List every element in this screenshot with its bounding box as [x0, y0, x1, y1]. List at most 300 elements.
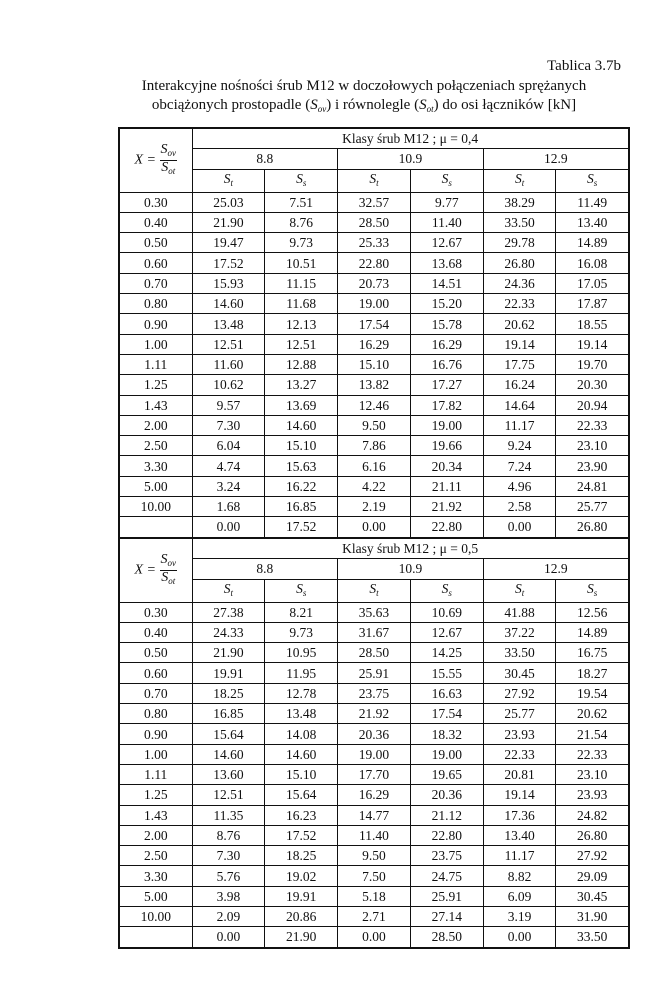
resistance-cell: 7.24: [483, 456, 556, 476]
resistance-cell: 6.04: [192, 436, 265, 456]
resistance-cell: 6.09: [483, 886, 556, 906]
resistance-cell: 12.88: [265, 354, 338, 374]
resistance-cell: 12.13: [265, 314, 338, 334]
resistance-cell: 18.25: [265, 846, 338, 866]
table-row: [119, 192, 629, 212]
table-row: [119, 354, 629, 374]
col-header-ss: $S_s$: [410, 169, 483, 192]
resistance-cell: 18.32: [410, 724, 483, 744]
resistance-cell: 6.16: [338, 456, 411, 476]
resistance-cell: 17.70: [338, 764, 411, 784]
bolt-class-8-8: 8.8: [192, 559, 338, 579]
resistance-cell: 12.51: [192, 334, 265, 354]
table-row: [119, 212, 629, 232]
resistance-cell: 14.60: [265, 415, 338, 435]
resistance-cell: 14.60: [192, 294, 265, 314]
resistance-cell: 17.52: [265, 825, 338, 845]
resistance-cell: 13.40: [556, 212, 629, 232]
resistance-cell: 18.25: [192, 683, 265, 703]
bolt-class-10-9: 10.9: [338, 559, 484, 579]
col-header-ss: $S_s$: [265, 169, 338, 192]
resistance-cell: 16.22: [265, 476, 338, 496]
resistance-cell: 22.80: [338, 253, 411, 273]
resistance-cell: 30.45: [556, 886, 629, 906]
x-value-cell: 10.00: [119, 497, 192, 517]
resistance-cell: 17.27: [410, 375, 483, 395]
resistance-cell: 2.71: [338, 907, 411, 927]
resistance-table-mu-05: [118, 537, 630, 949]
resistance-cell: 0.00: [338, 927, 411, 948]
resistance-cell: 4.22: [338, 476, 411, 496]
resistance-cell: 17.54: [338, 314, 411, 334]
resistance-cell: 12.51: [192, 785, 265, 805]
x-value-cell: 0.50: [119, 233, 192, 253]
x-value-cell: [119, 517, 192, 538]
resistance-cell: 8.21: [265, 602, 338, 622]
table-row: [119, 622, 629, 642]
resistance-cell: 21.11: [410, 476, 483, 496]
resistance-cell: 21.92: [338, 704, 411, 724]
x-value-cell: 2.50: [119, 846, 192, 866]
resistance-cell: 25.77: [483, 704, 556, 724]
resistance-cell: 20.36: [410, 785, 483, 805]
x-value-cell: 1.11: [119, 354, 192, 374]
resistance-cell: 22.33: [483, 294, 556, 314]
resistance-cell: 22.33: [556, 744, 629, 764]
resistance-cell: 11.17: [483, 415, 556, 435]
resistance-cell: 14.89: [556, 233, 629, 253]
resistance-cell: 24.82: [556, 805, 629, 825]
resistance-cell: 11.60: [192, 354, 265, 374]
resistance-cell: 19.00: [410, 744, 483, 764]
x-fraction-denominator: $S_{ot}$: [161, 159, 176, 176]
resistance-cell: 23.75: [338, 683, 411, 703]
resistance-cell: 8.76: [265, 212, 338, 232]
resistance-cell: 13.48: [265, 704, 338, 724]
resistance-cell: 12.46: [338, 395, 411, 415]
bolt-class-12-9: 12.9: [483, 149, 629, 169]
resistance-cell: 31.67: [338, 622, 411, 642]
resistance-cell: 23.93: [483, 724, 556, 744]
resistance-cell: 21.90: [192, 212, 265, 232]
x-value-cell: 0.90: [119, 724, 192, 744]
resistance-cell: 10.62: [192, 375, 265, 395]
resistance-cell: 11.17: [483, 846, 556, 866]
table-row: [119, 927, 629, 948]
symbol-s-ov: S: [310, 97, 318, 113]
resistance-cell: 7.86: [338, 436, 411, 456]
resistance-cell: 3.98: [192, 886, 265, 906]
x-fraction: [160, 553, 178, 588]
resistance-cell: 27.92: [483, 683, 556, 703]
table-row: [119, 375, 629, 395]
resistance-cell: 20.62: [483, 314, 556, 334]
force-type-row: [119, 169, 629, 192]
x-fraction-numerator: $S_{ov}$: [160, 553, 178, 571]
resistance-cell: 13.40: [483, 825, 556, 845]
col-header-st: $S_t$: [483, 169, 556, 192]
resistance-table-mu-04: [118, 127, 630, 539]
resistance-cell: 19.02: [265, 866, 338, 886]
resistance-cell: 11.40: [410, 212, 483, 232]
resistance-cell: 31.90: [556, 907, 629, 927]
resistance-cell: 0.00: [192, 927, 265, 948]
resistance-cell: 19.14: [483, 334, 556, 354]
x-value-cell: 0.40: [119, 212, 192, 232]
resistance-cell: 15.64: [265, 785, 338, 805]
bolt-class-12-9: 12.9: [483, 559, 629, 579]
resistance-cell: 19.91: [265, 886, 338, 906]
table-row: [119, 314, 629, 334]
table-row: [119, 724, 629, 744]
resistance-cell: 20.81: [483, 764, 556, 784]
resistance-cell: 30.45: [483, 663, 556, 683]
resistance-cell: 9.77: [410, 192, 483, 212]
x-ratio-header: [119, 128, 192, 192]
resistance-cell: 25.91: [410, 886, 483, 906]
resistance-cell: 15.55: [410, 663, 483, 683]
resistance-cell: 0.00: [483, 927, 556, 948]
resistance-cell: 15.93: [192, 273, 265, 293]
table-row: [119, 866, 629, 886]
resistance-cell: 20.86: [265, 907, 338, 927]
resistance-cell: 25.77: [556, 497, 629, 517]
x-value-cell: 1.43: [119, 805, 192, 825]
resistance-cell: 11.15: [265, 273, 338, 293]
resistance-cell: 32.57: [338, 192, 411, 212]
resistance-cell: 14.77: [338, 805, 411, 825]
resistance-cell: 9.50: [338, 846, 411, 866]
resistance-cell: 27.92: [556, 846, 629, 866]
table-caption: [104, 77, 624, 119]
col-header-st: $S_t$: [192, 169, 265, 192]
x-symbol: X =: [134, 152, 156, 168]
resistance-cell: 12.56: [556, 602, 629, 622]
bolt-class-row: [119, 149, 629, 169]
table-row: [119, 805, 629, 825]
resistance-cell: 21.12: [410, 805, 483, 825]
x-fraction: [160, 143, 178, 178]
resistance-cell: 37.22: [483, 622, 556, 642]
resistance-cell: 23.75: [410, 846, 483, 866]
x-value-cell: 0.40: [119, 622, 192, 642]
resistance-cell: 4.74: [192, 456, 265, 476]
table-row: [119, 273, 629, 293]
resistance-cell: 19.14: [483, 785, 556, 805]
resistance-cell: 25.33: [338, 233, 411, 253]
resistance-cell: 12.67: [410, 233, 483, 253]
resistance-cell: 29.78: [483, 233, 556, 253]
col-header-st: $S_t$: [338, 169, 411, 192]
x-value-cell: 1.25: [119, 375, 192, 395]
resistance-cell: 9.73: [265, 233, 338, 253]
x-symbol: X =: [134, 562, 156, 578]
resistance-cell: 3.24: [192, 476, 265, 496]
resistance-cell: 15.10: [338, 354, 411, 374]
x-value-cell: [119, 927, 192, 948]
table-header-title-row: [119, 128, 629, 149]
resistance-cell: 18.55: [556, 314, 629, 334]
resistance-cell: 0.00: [192, 517, 265, 538]
resistance-cell: 10.69: [410, 602, 483, 622]
resistance-cell: 20.62: [556, 704, 629, 724]
resistance-cell: 15.10: [265, 436, 338, 456]
resistance-cell: 41.88: [483, 602, 556, 622]
table-row: [119, 436, 629, 456]
caption-text-a: obciążonych prostopadle (: [151, 97, 311, 113]
resistance-cell: 27.38: [192, 602, 265, 622]
table-row: [119, 233, 629, 253]
col-header-st: $S_t$: [192, 579, 265, 602]
resistance-cell: 33.50: [483, 212, 556, 232]
resistance-cell: 22.33: [556, 415, 629, 435]
resistance-cell: 15.64: [192, 724, 265, 744]
resistance-cell: 1.68: [192, 497, 265, 517]
table-row: [119, 825, 629, 845]
resistance-cell: 22.80: [410, 825, 483, 845]
resistance-cell: 17.52: [265, 517, 338, 538]
resistance-cell: 14.89: [556, 622, 629, 642]
resistance-cell: 5.18: [338, 886, 411, 906]
resistance-cell: 13.82: [338, 375, 411, 395]
resistance-cell: 24.36: [483, 273, 556, 293]
resistance-cell: 14.64: [483, 395, 556, 415]
resistance-cell: 15.63: [265, 456, 338, 476]
x-value-cell: 1.00: [119, 744, 192, 764]
resistance-cell: 38.29: [483, 192, 556, 212]
table-row: [119, 517, 629, 538]
resistance-cell: 2.09: [192, 907, 265, 927]
x-value-cell: 2.50: [119, 436, 192, 456]
table-row: [119, 683, 629, 703]
resistance-cell: 17.54: [410, 704, 483, 724]
resistance-cell: 23.10: [556, 436, 629, 456]
resistance-cell: 26.80: [556, 517, 629, 538]
resistance-cell: 19.65: [410, 764, 483, 784]
resistance-cell: 17.75: [483, 354, 556, 374]
resistance-cell: 21.92: [410, 497, 483, 517]
x-ratio-header: [119, 538, 192, 602]
resistance-cell: 23.10: [556, 764, 629, 784]
x-value-cell: 10.00: [119, 907, 192, 927]
table-row: [119, 744, 629, 764]
caption-text-c: ) do osi łączników [kN]: [433, 97, 577, 113]
resistance-cell: 2.19: [338, 497, 411, 517]
resistance-cell: 14.25: [410, 643, 483, 663]
resistance-cell: 16.24: [483, 375, 556, 395]
table-row: [119, 334, 629, 354]
x-value-cell: 0.30: [119, 602, 192, 622]
resistance-cell: 7.30: [192, 415, 265, 435]
resistance-cell: 16.75: [556, 643, 629, 663]
resistance-cell: 17.87: [556, 294, 629, 314]
table-number: Tablica 3.7b: [547, 58, 621, 74]
x-value-cell: 0.70: [119, 683, 192, 703]
resistance-cell: 18.27: [556, 663, 629, 683]
table-row: [119, 602, 629, 622]
resistance-cell: 2.58: [483, 497, 556, 517]
resistance-cell: 14.08: [265, 724, 338, 744]
table-row: [119, 663, 629, 683]
table-row: [119, 476, 629, 496]
resistance-cell: 16.29: [338, 334, 411, 354]
col-header-ss: $S_s$: [556, 169, 629, 192]
resistance-cell: 0.00: [483, 517, 556, 538]
x-value-cell: 1.00: [119, 334, 192, 354]
resistance-cell: 17.82: [410, 395, 483, 415]
resistance-cell: 19.91: [192, 663, 265, 683]
table-row: [119, 907, 629, 927]
x-value-cell: 0.90: [119, 314, 192, 334]
resistance-cell: 19.66: [410, 436, 483, 456]
resistance-cell: 9.73: [265, 622, 338, 642]
x-value-cell: 1.25: [119, 785, 192, 805]
resistance-cell: 7.50: [338, 866, 411, 886]
resistance-cell: 9.57: [192, 395, 265, 415]
resistance-cell: 9.50: [338, 415, 411, 435]
resistance-cell: 17.52: [192, 253, 265, 273]
resistance-cell: 15.20: [410, 294, 483, 314]
resistance-cell: 10.51: [265, 253, 338, 273]
resistance-cell: 19.47: [192, 233, 265, 253]
x-fraction-denominator: $S_{ot}$: [161, 569, 176, 586]
resistance-cell: 25.91: [338, 663, 411, 683]
resistance-cell: 12.51: [265, 334, 338, 354]
resistance-cell: 24.81: [556, 476, 629, 496]
resistance-cell: 16.85: [192, 704, 265, 724]
symbol-s-ot-sub: ot: [426, 104, 434, 114]
table-row: [119, 764, 629, 784]
table-title: Klasy śrub M12 ; μ = 0,4: [192, 128, 629, 149]
resistance-cell: 33.50: [483, 643, 556, 663]
resistance-cell: 16.29: [338, 785, 411, 805]
table-row: [119, 785, 629, 805]
resistance-cell: 21.90: [192, 643, 265, 663]
resistance-cell: 14.60: [265, 744, 338, 764]
resistance-cell: 11.40: [338, 825, 411, 845]
resistance-cell: 17.36: [483, 805, 556, 825]
x-value-cell: 0.50: [119, 643, 192, 663]
resistance-cell: 8.82: [483, 866, 556, 886]
resistance-cell: 7.30: [192, 846, 265, 866]
x-value-cell: 3.30: [119, 866, 192, 886]
resistance-cell: 11.35: [192, 805, 265, 825]
col-header-st: $S_t$: [338, 579, 411, 602]
resistance-cell: 9.24: [483, 436, 556, 456]
resistance-cell: 22.80: [410, 517, 483, 538]
x-value-cell: 1.43: [119, 395, 192, 415]
resistance-cell: 20.30: [556, 375, 629, 395]
bolt-class-8-8: 8.8: [192, 149, 338, 169]
resistance-cell: 28.50: [410, 927, 483, 948]
resistance-cell: 13.60: [192, 764, 265, 784]
symbol-s-ot: S: [419, 97, 427, 113]
table-row: [119, 497, 629, 517]
table-row: [119, 395, 629, 415]
table-title: Klasy śrub M12 ; μ = 0,5: [192, 538, 629, 559]
resistance-cell: 22.33: [483, 744, 556, 764]
resistance-cell: 20.36: [338, 724, 411, 744]
col-header-ss: $S_s$: [556, 579, 629, 602]
resistance-cell: 16.76: [410, 354, 483, 374]
col-header-ss: $S_s$: [410, 579, 483, 602]
resistance-cell: 24.75: [410, 866, 483, 886]
resistance-cell: 20.34: [410, 456, 483, 476]
resistance-cell: 11.95: [265, 663, 338, 683]
resistance-cell: 10.95: [265, 643, 338, 663]
force-type-row: [119, 579, 629, 602]
resistance-cell: 19.54: [556, 683, 629, 703]
table-row: [119, 253, 629, 273]
resistance-cell: 24.33: [192, 622, 265, 642]
resistance-cell: 33.50: [556, 927, 629, 948]
symbol-s-ov-sub: ov: [317, 104, 327, 114]
resistance-cell: 0.00: [338, 517, 411, 538]
x-value-cell: 0.80: [119, 294, 192, 314]
resistance-cell: 13.68: [410, 253, 483, 273]
resistance-cell: 27.14: [410, 907, 483, 927]
resistance-cell: 21.54: [556, 724, 629, 744]
resistance-cell: 19.00: [338, 294, 411, 314]
resistance-cell: 16.29: [410, 334, 483, 354]
resistance-cell: 11.68: [265, 294, 338, 314]
resistance-cell: 11.49: [556, 192, 629, 212]
table-row: [119, 886, 629, 906]
x-value-cell: 2.00: [119, 825, 192, 845]
table-row: [119, 415, 629, 435]
x-value-cell: 2.00: [119, 415, 192, 435]
x-value-cell: 0.60: [119, 253, 192, 273]
resistance-cell: 14.60: [192, 744, 265, 764]
table-row: [119, 294, 629, 314]
resistance-cell: 26.80: [556, 825, 629, 845]
resistance-cell: 8.76: [192, 825, 265, 845]
resistance-cell: 13.27: [265, 375, 338, 395]
resistance-cell: 16.85: [265, 497, 338, 517]
resistance-cell: 5.76: [192, 866, 265, 886]
resistance-cell: 16.63: [410, 683, 483, 703]
resistance-cell: 13.69: [265, 395, 338, 415]
x-value-cell: 3.30: [119, 456, 192, 476]
resistance-cell: 14.51: [410, 273, 483, 293]
resistance-cell: 4.96: [483, 476, 556, 496]
x-value-cell: 0.70: [119, 273, 192, 293]
col-header-st: $S_t$: [483, 579, 556, 602]
resistance-cell: 25.03: [192, 192, 265, 212]
resistance-cell: 12.67: [410, 622, 483, 642]
resistance-cell: 13.48: [192, 314, 265, 334]
bolt-class-10-9: 10.9: [338, 149, 484, 169]
resistance-cell: 15.78: [410, 314, 483, 334]
resistance-cell: 20.94: [556, 395, 629, 415]
resistance-cell: 19.00: [410, 415, 483, 435]
caption-text-b: ) i równolegle (: [326, 97, 420, 113]
resistance-cell: 23.93: [556, 785, 629, 805]
x-value-cell: 0.80: [119, 704, 192, 724]
table-header-title-row: [119, 538, 629, 559]
x-value-cell: 5.00: [119, 476, 192, 496]
resistance-cell: 35.63: [338, 602, 411, 622]
x-value-cell: 1.11: [119, 764, 192, 784]
bolt-class-row: [119, 559, 629, 579]
resistance-cell: 23.90: [556, 456, 629, 476]
resistance-cell: 3.19: [483, 907, 556, 927]
resistance-cell: 28.50: [338, 643, 411, 663]
resistance-cell: 17.05: [556, 273, 629, 293]
resistance-cell: 26.80: [483, 253, 556, 273]
resistance-cell: 28.50: [338, 212, 411, 232]
resistance-cell: 20.73: [338, 273, 411, 293]
